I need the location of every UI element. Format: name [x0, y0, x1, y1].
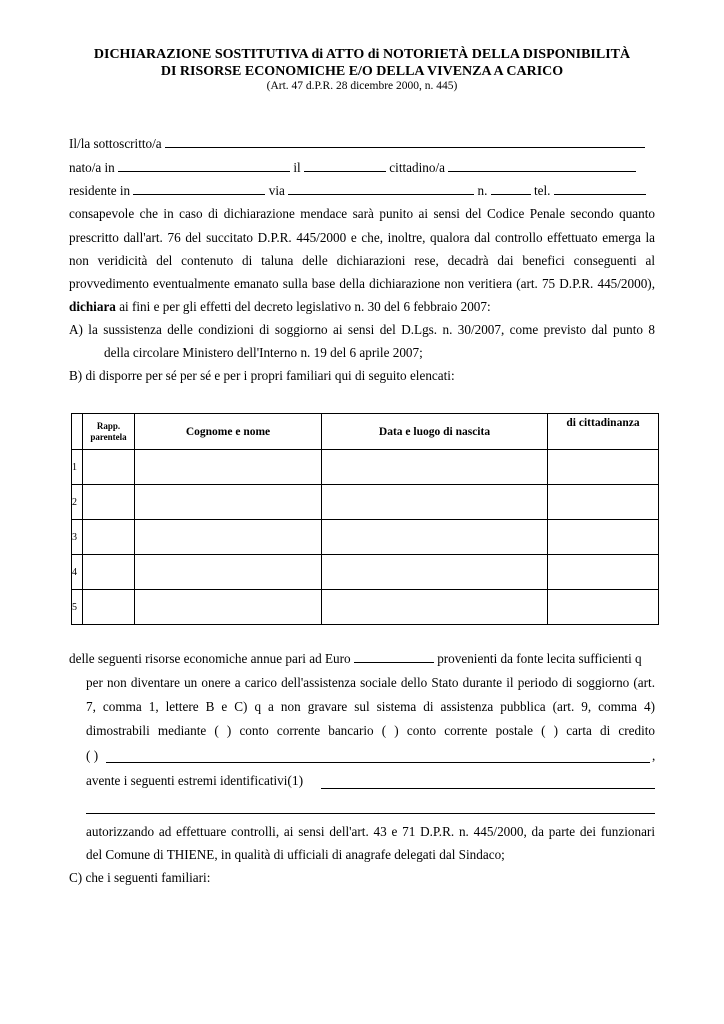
rapp-cell[interactable]: [83, 485, 135, 520]
item-a-line2: della circolare Ministero dell'Interno n. 19 del 6 aprile 2007;: [104, 345, 423, 360]
sottoscritto-field[interactable]: [165, 136, 645, 148]
header-cognome-nome: Cognome e nome: [135, 414, 322, 450]
estremi-label: avente i seguenti estremi identificativi: [86, 773, 288, 788]
paragraph-line-4: provvedimento eventualmente emanato sulla base della dichiarazione non veritiera (art. 75 D.P.R. 445/2000),: [69, 276, 655, 291]
nascita-cell[interactable]: [322, 590, 548, 625]
altro-field[interactable]: [106, 762, 650, 763]
item-b: B) di disporre per sé per sé e per i propri familiari qui di seguito elencati:: [69, 368, 455, 383]
risorse-line3: 7, comma 1, lettere B e C) q a non gravare sul sistema di assistenza pubblica (art. 9, comma 4): [86, 699, 655, 714]
header-data-luogo-nascita: Data e luogo di nascita: [322, 414, 548, 450]
cittadinanza-field[interactable]: [448, 160, 636, 172]
risorse-line2: per non diventare un onere a carico dell'assistenza sociale dello Stato durante il periodo di soggiorno (art.: [86, 675, 655, 690]
dichiara-text: ai fini e per gli effetti del decreto legislativo n. 30 del 6 febbraio 2007:: [115, 299, 491, 314]
nascita-cell[interactable]: [322, 450, 548, 485]
rapp-cell[interactable]: [83, 555, 135, 590]
via-label: via: [268, 183, 285, 198]
nome-cell[interactable]: [135, 520, 322, 555]
risorse-line4: dimostrabili mediante ( ) conto corrente bancario ( ) conto corrente postale ( ) carta di credito: [86, 723, 655, 738]
document-title-line2: DI RISORSE ECONOMICHE E/O DELLA VIVENZA A CARICO: [160, 64, 564, 79]
dichiara-line: [69, 299, 491, 315]
legal-reference: (Art. 47 d.P.R. 28 dicembre 2000, n. 445): [266, 80, 458, 92]
luogo-nascita-field[interactable]: [118, 160, 290, 172]
sottoscritto-label: Il/la sottoscritto/a: [69, 136, 162, 151]
document-title-line1: DICHIARAZIONE SOSTITUTIVA di ATTO di NOTORIETÀ DELLA DISPONIBILITÀ: [93, 47, 631, 62]
header-cittadinanza: di cittadinanza: [548, 414, 659, 450]
nascita-row: [69, 160, 636, 176]
cittadinanza-cell[interactable]: [548, 520, 659, 555]
tel-label: tel.: [533, 183, 551, 198]
residenza-row: [69, 183, 646, 199]
paragraph-line-3: non veridicità del contenuto di taluna delle dichiarazioni rese, decadrà dai benefici conseguenti al: [69, 253, 655, 268]
telefono-field[interactable]: [554, 183, 646, 195]
cittadinanza-cell[interactable]: [548, 555, 659, 590]
estremi-note: (1): [287, 773, 304, 788]
autorizzazione-line1: autorizzando ad effettuare controlli, ai sensi dell'art. 43 e 71 D.P.R. n. 445/2000, da parte dei funzionari: [86, 824, 655, 839]
table-row: [72, 555, 659, 590]
row-number: 3: [72, 520, 83, 555]
autorizzazione-line2: del Comune di THIENE, in qualità di ufficiali di anagrafe delegati dal Sindaco;: [86, 847, 505, 862]
altro-comma: ,: [652, 748, 656, 763]
rapp-cell[interactable]: [83, 590, 135, 625]
nascita-cell[interactable]: [322, 485, 548, 520]
civico-field[interactable]: [491, 183, 531, 195]
il-label: il: [293, 160, 301, 175]
rapp-cell[interactable]: [83, 520, 135, 555]
familiari-table: [71, 413, 659, 625]
table-header-row: [72, 414, 659, 450]
item-a-line1: A) la sussistenza delle condizioni di soggiorno ai sensi del D.Lgs. n. 30/2007, come previsto dal punto 8: [69, 322, 655, 337]
nato-label: nato/a in: [69, 160, 115, 175]
estremi-field-continued[interactable]: [86, 813, 655, 814]
nascita-cell[interactable]: [322, 555, 548, 590]
altro-line: [86, 748, 98, 764]
residente-label: residente in: [69, 183, 131, 198]
nome-cell[interactable]: [135, 590, 322, 625]
table-row: [72, 520, 659, 555]
nome-cell[interactable]: [135, 485, 322, 520]
dichiara-keyword: dichiara: [69, 299, 116, 314]
nascita-cell[interactable]: [322, 520, 548, 555]
sottoscritto-row: [69, 136, 645, 152]
cittadinanza-cell[interactable]: [548, 485, 659, 520]
row-number: 1: [72, 450, 83, 485]
table-row: [72, 485, 659, 520]
row-number: 4: [72, 555, 83, 590]
header-index-cell: [72, 414, 83, 450]
nome-cell[interactable]: [135, 450, 322, 485]
table-row: [72, 590, 659, 625]
row-number: 5: [72, 590, 83, 625]
table-row: [72, 450, 659, 485]
cittadinanza-cell[interactable]: [548, 450, 659, 485]
estremi-line: [86, 773, 303, 789]
risorse-provenienza: provenienti da fonte lecita sufficienti q: [437, 651, 642, 666]
altro-checkbox[interactable]: ( ): [86, 748, 99, 763]
paragraph-line-1: consapevole che in caso di dichiarazione mendace sarà punito ai sensi del Codice Penale secondo quanto: [69, 206, 655, 221]
cittadinanza-cell[interactable]: [548, 590, 659, 625]
data-nascita-field[interactable]: [304, 160, 386, 172]
via-field[interactable]: [288, 183, 474, 195]
rapp-cell[interactable]: [83, 450, 135, 485]
risorse-line1: [69, 651, 642, 667]
estremi-field[interactable]: [321, 788, 655, 789]
paragraph-line-2: prescritto dall'art. 76 del succitato D.P.R. 445/2000 e che, inoltre, qualora dal controllo effettuato emerga la: [69, 230, 655, 245]
cittadino-label: cittadino/a: [389, 160, 445, 175]
euro-amount-field[interactable]: [354, 651, 434, 663]
item-c: C) che i seguenti familiari:: [69, 870, 211, 885]
row-number: 2: [72, 485, 83, 520]
residenza-field[interactable]: [133, 183, 265, 195]
n-label: n.: [477, 183, 488, 198]
header-rapp-parentela: Rapp. parentela: [83, 414, 135, 450]
nome-cell[interactable]: [135, 555, 322, 590]
risorse-label: delle seguenti risorse economiche annue pari ad Euro: [69, 651, 351, 666]
